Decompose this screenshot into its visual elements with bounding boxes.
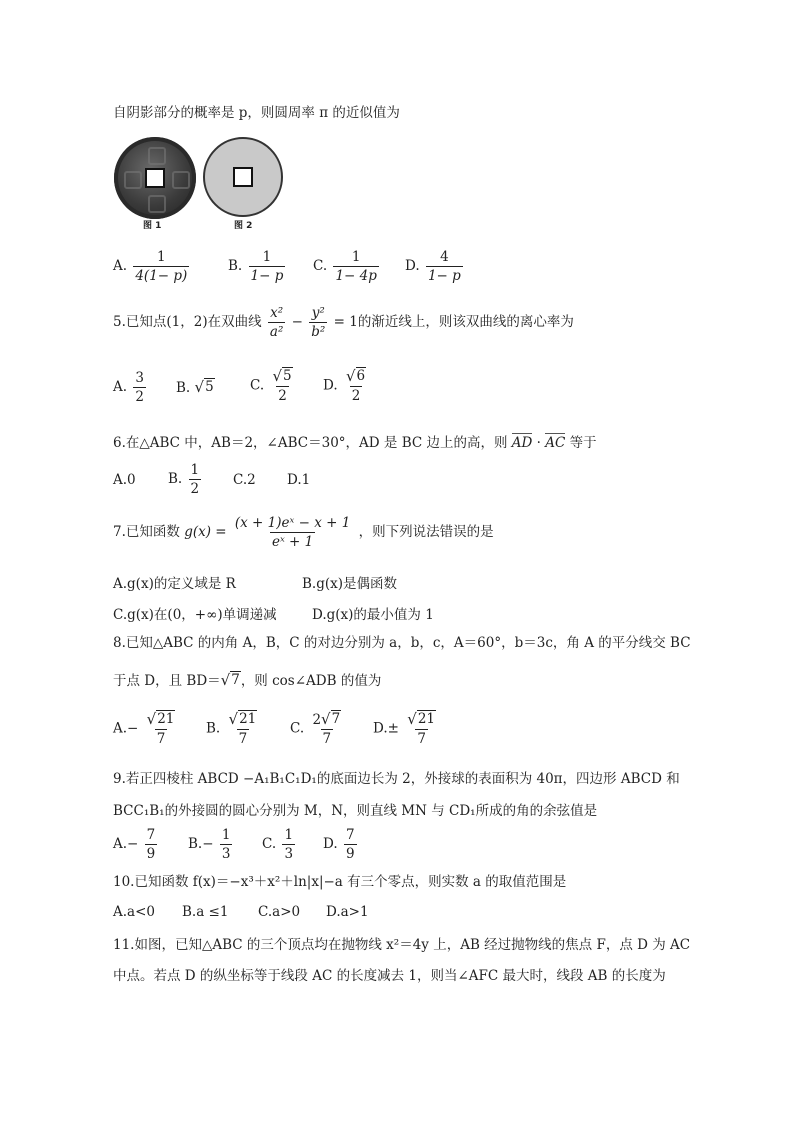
q10-option-d: D.a>1	[326, 904, 369, 920]
q8-stem-line1: 8.已知△ABC 的内角 A，B，C 的对边分别为 a，b，c，A＝60°，b＝3c，角 A 的平分线交 BC	[113, 635, 691, 651]
q10-option-c: C.a>0	[258, 904, 301, 920]
q8-option-d: D.± √ 21 7	[373, 710, 435, 747]
q5-option-b: B. √ 5	[176, 378, 214, 396]
q6-option-d: D.1	[287, 472, 311, 488]
coin-figure-1	[114, 137, 196, 219]
q7-option-a: A.g(x)的定义域是 R	[113, 576, 236, 592]
q6-option-a: A.0	[113, 472, 136, 488]
coin-character-mark	[148, 195, 166, 213]
q7-stem: 7.已知函数 g(x) = $\frac{\text{(x + 1)eˣ − x + 1}}{\text{eˣ + 1}}$ ，则下列说法错误的是	[113, 515, 494, 550]
q8-option-b: B. √ 21 7	[206, 710, 257, 747]
q4-option-a: A. $\frac{1}{4(1- p)}$	[113, 249, 188, 284]
q8-option-c: C. 2 √ 7 7	[290, 710, 341, 747]
q7-option-c: C.g(x)在(0，+∞)单调递减	[113, 607, 277, 623]
q8-stem-line2: 于点 D，且 BD＝ √ 7 ，则 cos∠ADB 的值为	[113, 671, 382, 689]
coin-character-mark	[124, 171, 142, 189]
q5-option-d: D. √ 6 2	[323, 367, 366, 404]
q5-option-a: A. $\frac{3}{2}$	[113, 370, 144, 405]
q6-stem: 6.在△ABC 中，AB＝2，∠ABC＝30°，AD 是 BC 边上的高，则 AD · AC 等于	[113, 435, 597, 451]
q9-option-b: B.− $\frac{1}{3}$	[188, 827, 231, 862]
vector-ac: AC	[545, 435, 566, 451]
intro-text: 自阴影部分的概率是 p，则圆周率 π 的近似值为	[113, 105, 400, 121]
q6-option-b: B. $\frac{1}{2}$	[168, 462, 200, 497]
q4-option-d: D. $\frac{4}{1- p}$	[405, 249, 461, 284]
q6-option-c: C.2	[233, 472, 256, 488]
q9-option-d: D. $\frac{7}{9}$	[323, 827, 355, 862]
q9-option-c: C. $\frac{1}{3}$	[262, 827, 294, 862]
q5-option-c: C. √ 5 2	[250, 367, 292, 404]
q10-option-b: B.a ≤1	[182, 904, 229, 920]
figure-2-label: 图 2	[234, 221, 253, 231]
q10-option-a: A.a<0	[113, 904, 155, 920]
coin-character-mark	[148, 147, 166, 165]
q4-option-c: C. $\frac{1}{1- 4p}$	[313, 249, 377, 284]
coin-square-hole	[233, 167, 253, 187]
q5-stem: 5.已知点(1，2)在双曲线 $\frac{\text{x²}}{\text{a²}}$ − $\frac{\text{y²}}{\text{b²}}$ = 1的渐近线上，则该双曲线的离心率为	[113, 305, 574, 340]
q11-stem-line1: 11.如图，已知△ABC 的三个顶点均在抛物线 x²＝4y 上，AB 经过抛物线的焦点 F，点 D 为 AC	[113, 937, 691, 953]
q9-option-a: A.− $\frac{7}{9}$	[113, 827, 156, 862]
q11-stem-line2: 中点。若点 D 的纵坐标等于线段 AC 的长度减去 1，则当∠AFC 最大时，线段 AB 的长度为	[113, 968, 666, 984]
coin-character-mark	[172, 171, 190, 189]
q9-stem-line1: 9.若正四棱柱 ABCD −A₁B₁C₁D₁的底面边长为 2，外接球的表面积为 40π，四边形 ABCD 和	[113, 771, 680, 787]
vector-ad: AD	[511, 435, 533, 451]
q9-stem-line2: BCC₁B₁的外接圆的圆心分别为 M，N，则直线 MN 与 CD₁所成的角的余弦值是	[113, 803, 598, 819]
q7-option-b: B.g(x)是偶函数	[302, 576, 398, 592]
q10-stem: 10.已知函数 f(x)＝−x³＋x²＋ln|x|−a 有三个零点，则实数 a 的取值范围是	[113, 874, 567, 890]
q8-option-a: A.− √ 21 7	[113, 710, 175, 747]
figure-1-label: 图 1	[143, 221, 162, 231]
coin-square-hole	[145, 168, 165, 188]
q4-option-b: B. $\frac{1}{1- p}$	[228, 249, 284, 284]
q7-option-d: D.g(x)的最小值为 1	[312, 607, 434, 623]
coin-figure-2	[203, 137, 283, 217]
